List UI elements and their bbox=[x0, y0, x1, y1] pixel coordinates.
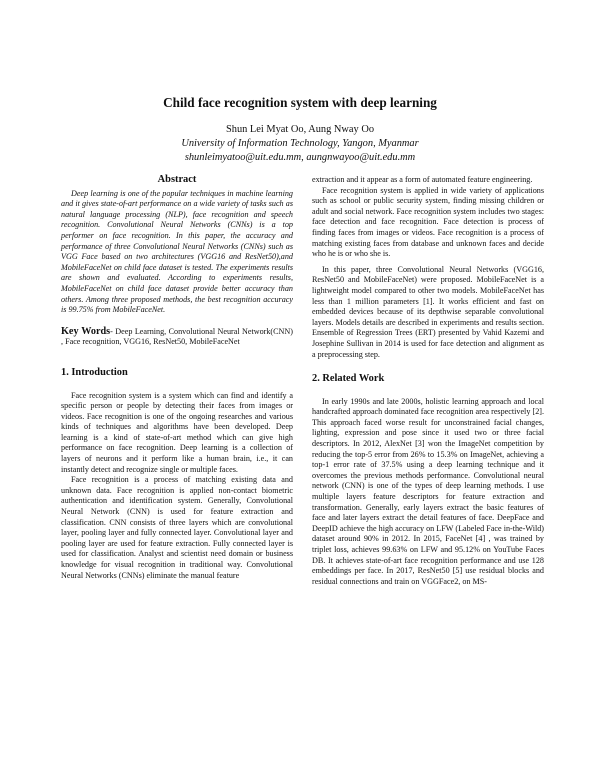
author-names: Shun Lei Myat Oo, Aung Nway Oo bbox=[225, 124, 375, 135]
paper-title: Child face recognition system with deep learning bbox=[163, 95, 437, 110]
abstract-text: Deep learning is one of the popular techniques in machine learning and it gives state-of-art performance on a wide variety of tasks such as natural language processing (NLP), face recognition and speech recognition. Convolutional Neural Networks (CNNs) is a top performer on face recognition. In this paper, the accuracy and performance of three Convolutional Neural Networks (CNNs) such as VGG Face based on two architectures (VGG16 and ResNet50),and MobileFaceNet on child face dataset is tested. The experiments results are shown and evaluated. According to experiments results, MobileFaceNet on child face dataset provide better accuracy than others. Among three proposed methods, the best recognition accuracy is 99.75% from MobileFaceNet. bbox=[61, 188, 293, 315]
section-heading-related-work: 2. Related Work bbox=[312, 373, 385, 385]
author-affiliation: University of Information Technology, Yangon, Myanmar bbox=[181, 138, 419, 149]
section-heading-introduction: 1. Introduction bbox=[61, 366, 128, 378]
author-emails: shunleimyatoo@uit.edu.mm, aungnwayoo@uit.edu.mm bbox=[184, 152, 416, 163]
intro-paragraph-1: Face recognition system is a system which can find and identify a specific person or people by detecting their faces from images or videos. Face recognition is one of the ongoing researches and various kinds of techniques and algorithms have been developed. Deep learning is a kind of state-of-art method which can give high performance on face recognition. Deep learning is a collection of layers of neurons and it perform like a human brain, i.e., it can instantly detect and recognize single or multiple faces. bbox=[61, 390, 293, 474]
right-paragraph-2: In this paper, three Convolutional Neural Networks (VGG16, ResNet50 and MobileFaceNet) were proposed. MobileFaceNet is a lightweight model compared to other two models. MobileFaceNet has less than 1 million parameters [1]. It works efficient and fast on embedded devices because of its depthwise separable convolutional layers. Models details are described in experiments and results section. Ensemble of Regression Trees (ERT) presented by Vahid Kazemi and Josephine Sullivan in 2014 is used for face detection and alignment as a preprocessing step. bbox=[312, 264, 544, 359]
continued-paragraph: extraction and it appear as a form of automated feature engineering. bbox=[312, 175, 533, 184]
left-column bbox=[61, 175, 293, 581]
keywords-text: - Deep Learning, Convolutional Neural Network(CNN) , Face recognition, VGG16, ResNet50, MobileFaceNet bbox=[61, 326, 293, 347]
abstract-heading: Abstract bbox=[157, 174, 197, 185]
right-paragraph-1: Face recognition system is applied in wide variety of applications such as school or public security system, finding missing children or adult and social network. Face recognition system includes two stages: face detection and face recognition. Face detection is process of finding faces from images or videos. Face recognition is a process of matching existing faces from database and unknown faces and decide who he is or who she is. bbox=[312, 185, 544, 259]
keywords bbox=[61, 327, 293, 348]
right-column bbox=[312, 175, 544, 587]
keywords-label: Key Words bbox=[61, 325, 111, 337]
related-work-paragraph: In early 1990s and late 2000s, holistic learning approach and local handcrafted approach dominated face recognition area respectively [2]. This approach faced worse result for unconstrained facial changes, lighting, expression and pose since it used two or three facial descriptors. In 2012, AlexNet [3] won the ImageNet competition by reducing the top-5 error from 26% to 15.3% on ImageNet, achieving a top-1 error rate of 37.5% using a deep learning technique and it overcomes the previous methods performance. Convolutional neural network (CNN) is one of the types of deep learning methods. I use multiple layers feature descriptors for feature extraction and transformation. Generally, early layers extract the basic features of face and later layers extract the detail features of face. DeepFace and DeepID achieve the high accuracy on LFW (Labeled Face in-the-Wild) dataset around 90% in 2012. In 2015, FaceNet [4] , was trained by triplet loss, achieves 99.63% on LFW and 95.12% on YouTube Faces DB. It achieves state-of-art face recognition performance and use 128 embeddings per face. In 2017, ResNet50 [5] use residual blocks and residual connections and train on VGGFace2, on MS- bbox=[312, 396, 544, 586]
intro-paragraph-2: Face recognition is a process of matching existing data and unknown data. Face recognition is applied non-contact biometric authentication and identification system. Generally, Convolutional Neural Network (CNN) is used for feature extraction and classification. CNN consists of three layers which are convolutional layer, pooling layer and fully connected layer. Convolutional layer and pooling layer are used for feature extraction. Fully connected layer is used for classification. Analyst and scientist need domain or business knowledge for visual recognition in traditional way. Convolutional Neural Networks (CNNs) eliminate the manual feature bbox=[61, 475, 293, 580]
